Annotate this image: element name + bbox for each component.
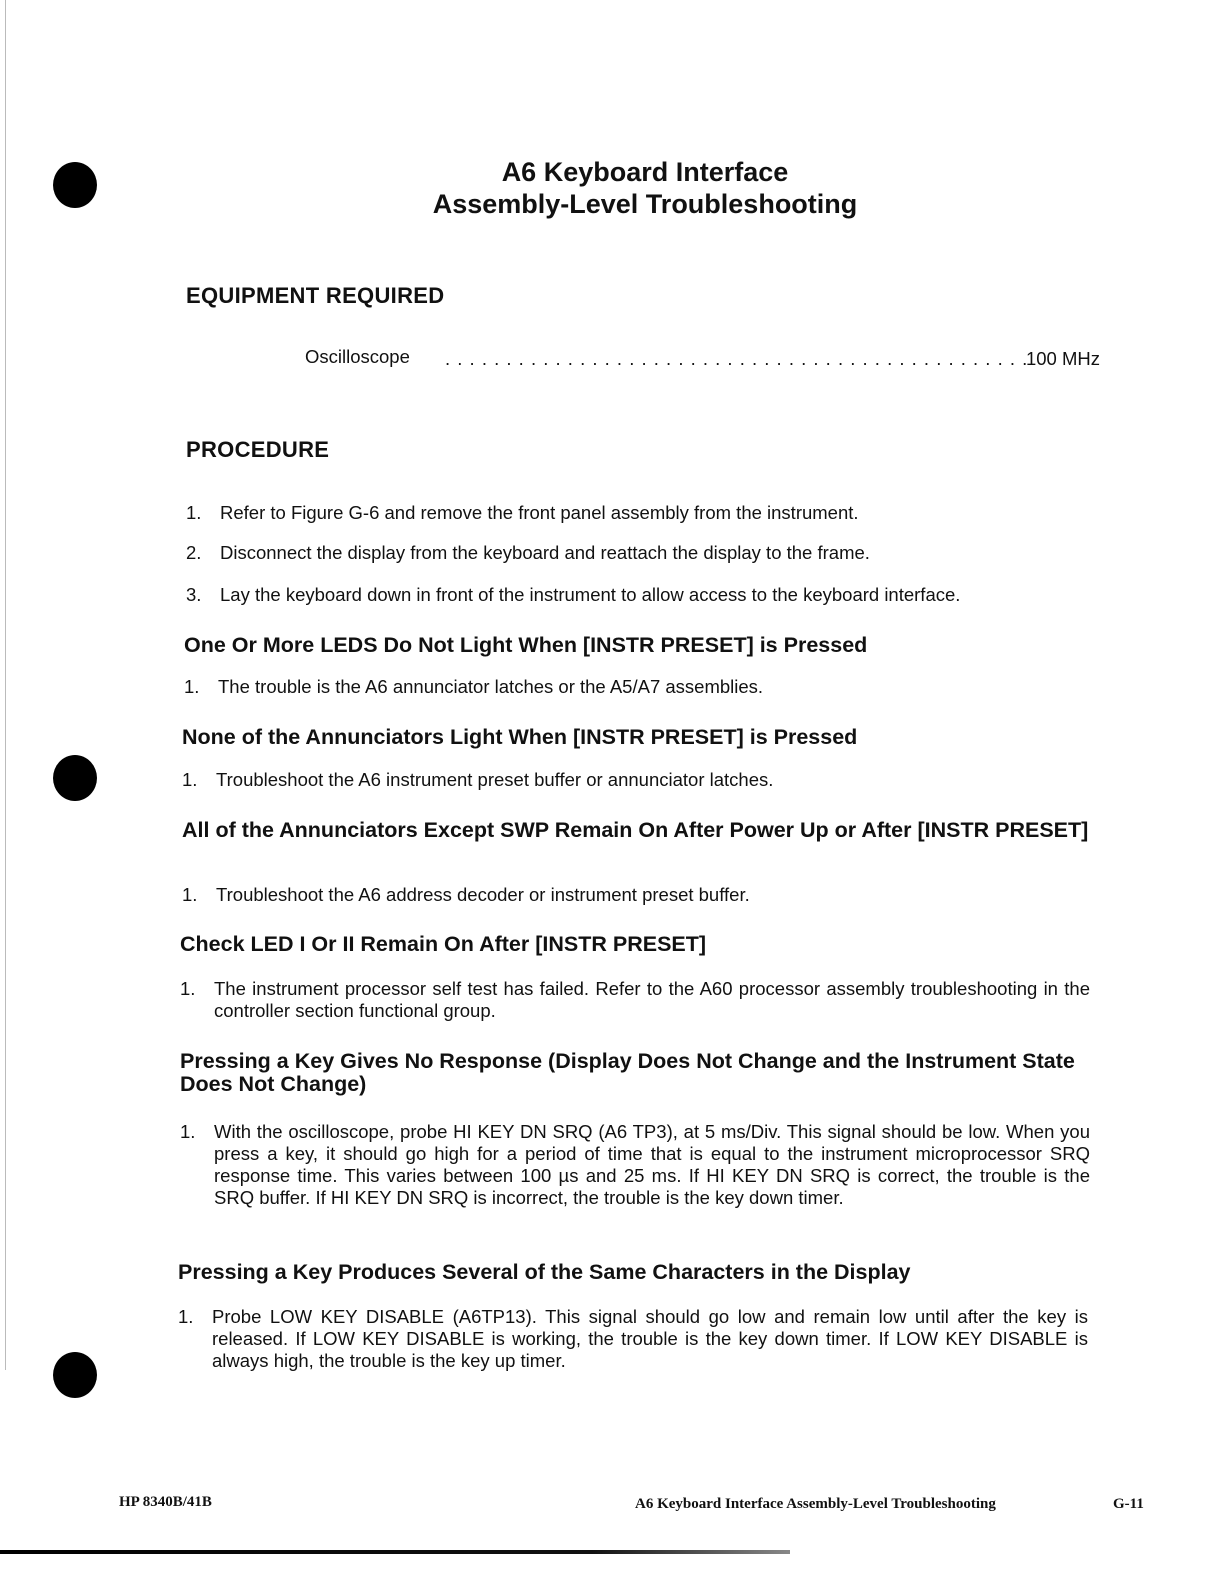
punch-hole-icon [53,1352,97,1398]
footer-model: HP 8340B/41B [119,1494,212,1510]
step-text: Lay the keyboard down in front of the instrument to allow access to the keyboard interface. [220,584,961,605]
step-number: 3. [186,584,202,605]
equipment-name: Oscilloscope [305,346,410,367]
step-text: Refer to Figure G-6 and remove the front panel assembly from the instrument. [220,502,859,523]
procedure-heading: PROCEDURE [186,437,330,462]
step-number: 1. [180,1121,196,1142]
equipment-heading: EQUIPMENT REQUIRED [186,283,445,308]
section-step [178,1306,1092,1372]
section-step [184,676,1094,698]
footer-section-title: A6 Keyboard Interface Assembly-Level Troubleshooting [635,1496,996,1512]
section-step [182,769,1092,791]
footer-rule [0,1550,790,1554]
section-heading: Pressing a Key Produces Several of the Same Characters in the Display [178,1260,911,1284]
step-text: Troubleshoot the A6 instrument preset buffer or annunciator latches. [216,769,774,790]
section-heading: Pressing a Key Gives No Response (Display Does Not Change and the Instrument State Does Not Change) [180,1049,1075,1096]
page-number: G-11 [1113,1496,1144,1512]
leader-dots: . . . . . . . . . . . . . . . . . . . . . . . . . . . . . . . . . . . . . . . . . . . . . . . . [445,348,1029,369]
section-heading: All of the Annunciators Except SWP Remain On After Power Up or After [INSTR PRESET] [182,818,1089,842]
section-heading: One Or More LEDS Do Not Light When [INSTR PRESET] is Pressed [184,633,868,657]
step-text: The instrument processor self test has failed. Refer to the A60 processor assembly troubleshooting in the controller section functional group. [214,978,1090,1021]
procedure-step [186,542,1096,564]
step-text: Troubleshoot the A6 address decoder or instrument preset buffer. [216,884,750,905]
equipment-spec: 100 MHz [1025,348,1100,369]
procedure-step [186,584,1096,606]
section-step [180,1121,1094,1231]
step-text: Disconnect the display from the keyboard and reattach the display to the frame. [220,542,870,563]
step-number: 1. [178,1306,194,1327]
step-text: The trouble is the A6 annunciator latches or the A5/A7 assemblies. [218,676,764,697]
step-number: 1. [186,502,202,523]
step-number: 1. [182,884,198,905]
step-text: Probe LOW KEY DISABLE (A6TP13). This signal should go low and remain low until after the key is released. If LOW KEY DISABLE is working, the trouble is the key down timer. If LOW KEY DISABLE is always high, the trouble is the key up timer. [212,1306,1088,1371]
step-number: 2. [186,542,202,563]
section-step [180,978,1094,1022]
step-number: 1. [182,769,198,790]
step-number: 1. [184,676,200,697]
title-line-2: Assembly-Level Troubleshooting [432,189,858,219]
section-heading: Check LED I Or II Remain On After [INSTR PRESET] [180,932,707,956]
procedure-step [186,502,1096,524]
section-heading: None of the Annunciators Light When [INSTR PRESET] is Pressed [182,725,858,749]
title-line-1: A6 Keyboard Interface [501,157,789,187]
section-step [182,884,1092,906]
punch-hole-icon [53,755,97,801]
step-text: With the oscilloscope, probe HI KEY DN SRQ (A6 TP3), at 5 ms/Div. This signal should be low. When you press a key, it should go high for a period of time that is equal to the instrument microprocessor SRQ response time. This varies between 100 µs and 25 ms. If HI KEY DN SRQ is correct, the trouble is the SRQ buffer. If HI KEY DN SRQ is incorrect, the trouble is the key down timer. [214,1121,1090,1208]
step-number: 1. [180,978,196,999]
equipment-row [305,346,1100,368]
page-title [0,156,1229,220]
